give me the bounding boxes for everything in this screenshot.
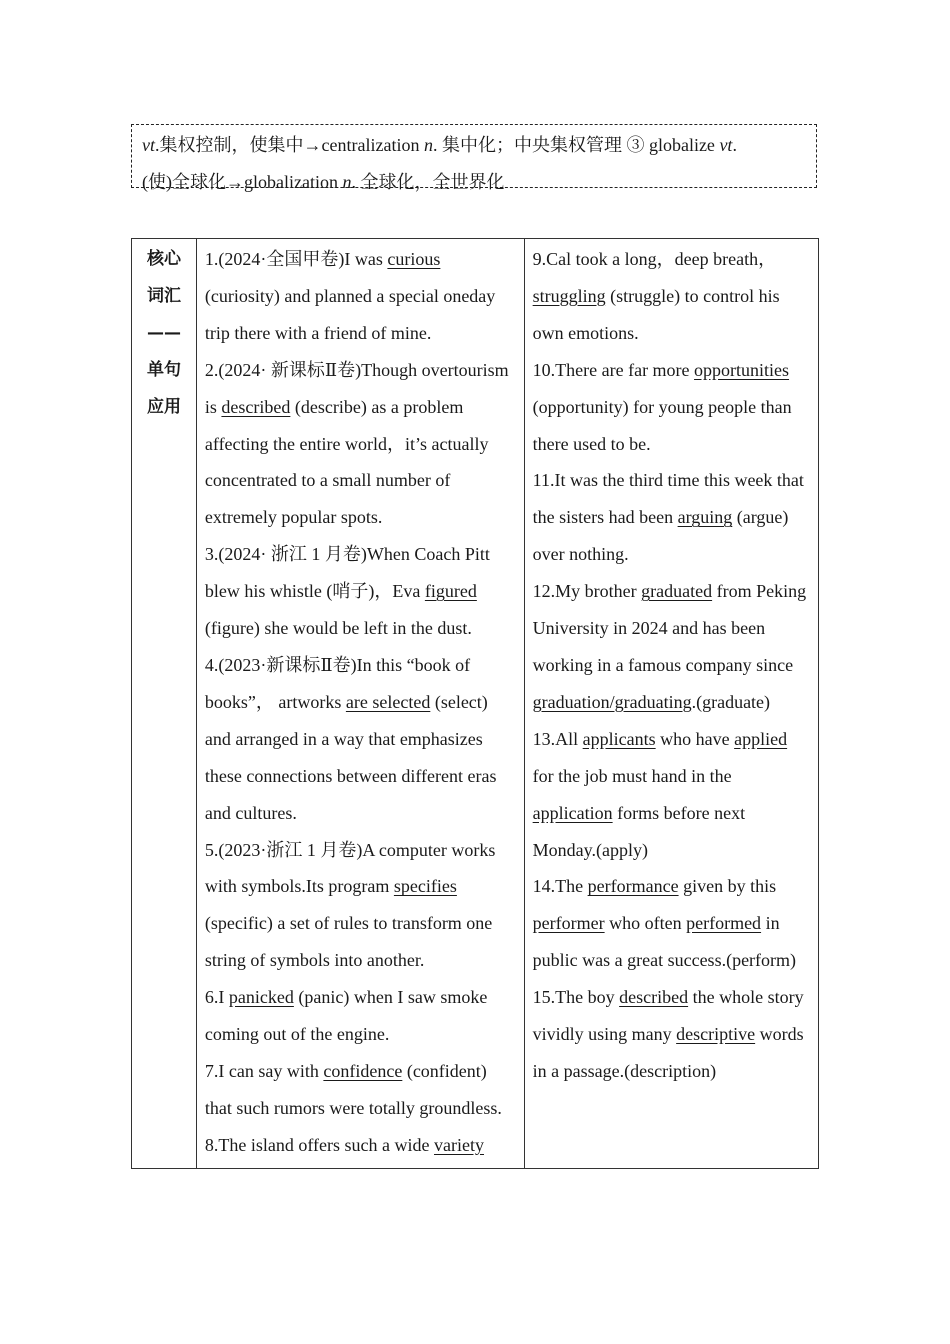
answer-blank: opportunities: [694, 359, 790, 380]
answer-blank: performance: [587, 876, 679, 897]
answer-blank: variety: [434, 1134, 484, 1155]
answer-blank: struggling: [532, 285, 606, 306]
text-segment: .: [732, 135, 737, 155]
text-segment: (figure) she would be left in the dust.: [204, 618, 472, 639]
row-label-cell: [132, 239, 197, 1169]
exercise-sentence: [533, 352, 810, 463]
note-box: [131, 124, 817, 192]
vocab-table: [131, 238, 819, 1169]
answer-blank: arguing: [677, 507, 733, 528]
answer-blank: confidence: [323, 1060, 403, 1081]
row-label-line: ——: [146, 322, 181, 343]
text-segment: given by this: [678, 876, 777, 897]
text-segment: (opportunity) for young people than there used to be.: [532, 396, 792, 454]
part-of-speech: vt: [719, 135, 733, 155]
text-segment: . 全球化，全世界化: [351, 172, 505, 192]
answer-blank: descriptive: [676, 1024, 756, 1045]
text-segment: for the job must hand in the: [532, 765, 732, 786]
text-segment: (describe) as a problem affecting the entire world，it’s actually concentrated to a small number of extremely popular spots.: [204, 396, 489, 528]
text-segment: .集权控制，使集中→centralization: [155, 135, 424, 155]
text-segment: who often: [604, 913, 687, 934]
answer-blank: graduation/graduating: [532, 691, 692, 712]
answer-blank: applied: [734, 728, 788, 749]
exercise-sentence: [205, 1053, 516, 1127]
text-segment: (select) and arranged in a way that emphasizes these connections between different eras and cultures.: [204, 691, 497, 823]
text-segment: 3.(2024· 浙江 1 月卷)When Coach Pitt blew his whistle (哨子)，Eva: [204, 544, 490, 602]
note-line-2: [142, 164, 806, 201]
sentences-column-a: [196, 239, 524, 1169]
answer-blank: applicants: [582, 728, 656, 749]
answer-blank: are selected: [345, 691, 431, 712]
answer-blank: panicked: [228, 987, 294, 1008]
exercise-sentence: [533, 241, 810, 352]
text-segment: (curiosity) and planned a special oneday trip there with a friend of mine.: [204, 285, 496, 343]
exercise-sentence: [205, 241, 516, 352]
answer-blank: curious: [387, 249, 441, 269]
answer-blank: graduated: [641, 581, 713, 602]
text-segment: who have: [655, 728, 735, 749]
text-segment: 7.I can say with: [204, 1060, 324, 1081]
exercise-sentence: [205, 1127, 516, 1164]
answer-blank: application: [532, 802, 613, 823]
exercise-sentence: [205, 352, 516, 537]
answer-blank: described: [221, 396, 291, 417]
text-segment: . 集中化；中央集权管理 ③ globalize: [432, 135, 720, 155]
exercise-sentence: [205, 536, 516, 647]
text-segment: (panic) when I saw smoke coming out of the engine.: [204, 987, 488, 1045]
row-label-line: 核心: [146, 249, 181, 269]
text-segment: forms before next Monday.(apply): [532, 802, 746, 860]
note-line-1: [142, 127, 806, 164]
text-segment: (confident) that such rumors were totally groundless.: [204, 1060, 502, 1118]
exercise-sentence: [533, 721, 810, 869]
part-of-speech: vt: [142, 135, 155, 155]
answer-blank: performer: [532, 913, 605, 934]
exercise-sentence: [205, 832, 516, 980]
answer-blank: described: [619, 987, 689, 1008]
text-segment: 1.(2024·全国甲卷)I was: [204, 249, 388, 269]
text-segment: 12.My brother: [532, 581, 642, 602]
text-segment: .(graduate): [691, 691, 771, 712]
row-label-line: 应用: [146, 396, 181, 417]
text-segment: 15.The boy: [532, 987, 620, 1008]
text-segment: 11.It was the third time this week that the sisters had been: [532, 470, 804, 528]
text-segment: in public was a great success.(perform): [532, 913, 797, 971]
exercise-sentence: [533, 462, 810, 573]
text-segment: 2.(2024· 新课标Ⅱ卷)Though overtourism is: [204, 359, 509, 417]
text-segment: 14.The: [532, 876, 588, 897]
part-of-speech: n: [423, 135, 433, 155]
text-segment: 13.All: [532, 728, 583, 749]
text-segment: words in a passage.(description): [532, 1024, 804, 1081]
answer-blank: specifies: [393, 876, 457, 897]
text-segment: (struggle) to control his own emotions.: [532, 285, 780, 343]
text-segment: 4.(2023·新课标Ⅱ卷)In this “book of books”， artworks: [204, 654, 471, 712]
part-of-speech: n: [342, 172, 352, 192]
exercise-sentence: [205, 647, 516, 832]
text-segment: from Peking University in 2024 and has been working in a famous company since: [532, 581, 807, 675]
answer-blank: performed: [686, 913, 762, 934]
text-segment: 10.There are far more: [532, 359, 695, 380]
exercise-sentence: [533, 979, 810, 1090]
row-label-line: 单句: [146, 359, 181, 380]
text-segment: (使)全球化→globalization: [142, 172, 343, 192]
text-segment: 5.(2023·浙江 1 月卷)A computer works with symbols.Its program: [204, 839, 496, 897]
exercise-sentence: [533, 573, 810, 721]
row-label-line: 词汇: [146, 285, 181, 306]
exercise-sentence: [533, 868, 810, 979]
text-segment: 9.Cal took a long，deep breath，: [532, 249, 777, 269]
text-segment: 8.The island offers such a wide: [204, 1134, 435, 1155]
text-segment: the whole story vividly using many: [532, 987, 804, 1045]
table-row: [132, 239, 819, 1169]
exercise-sentence: [205, 979, 516, 1053]
text-segment: 6.I: [204, 987, 229, 1008]
text-segment: (argue) over nothing.: [532, 507, 789, 565]
text-segment: (specific) a set of rules to transform one string of symbols into another.: [204, 913, 493, 971]
sentences-column-b: [524, 239, 818, 1169]
answer-blank: figured: [424, 581, 477, 602]
